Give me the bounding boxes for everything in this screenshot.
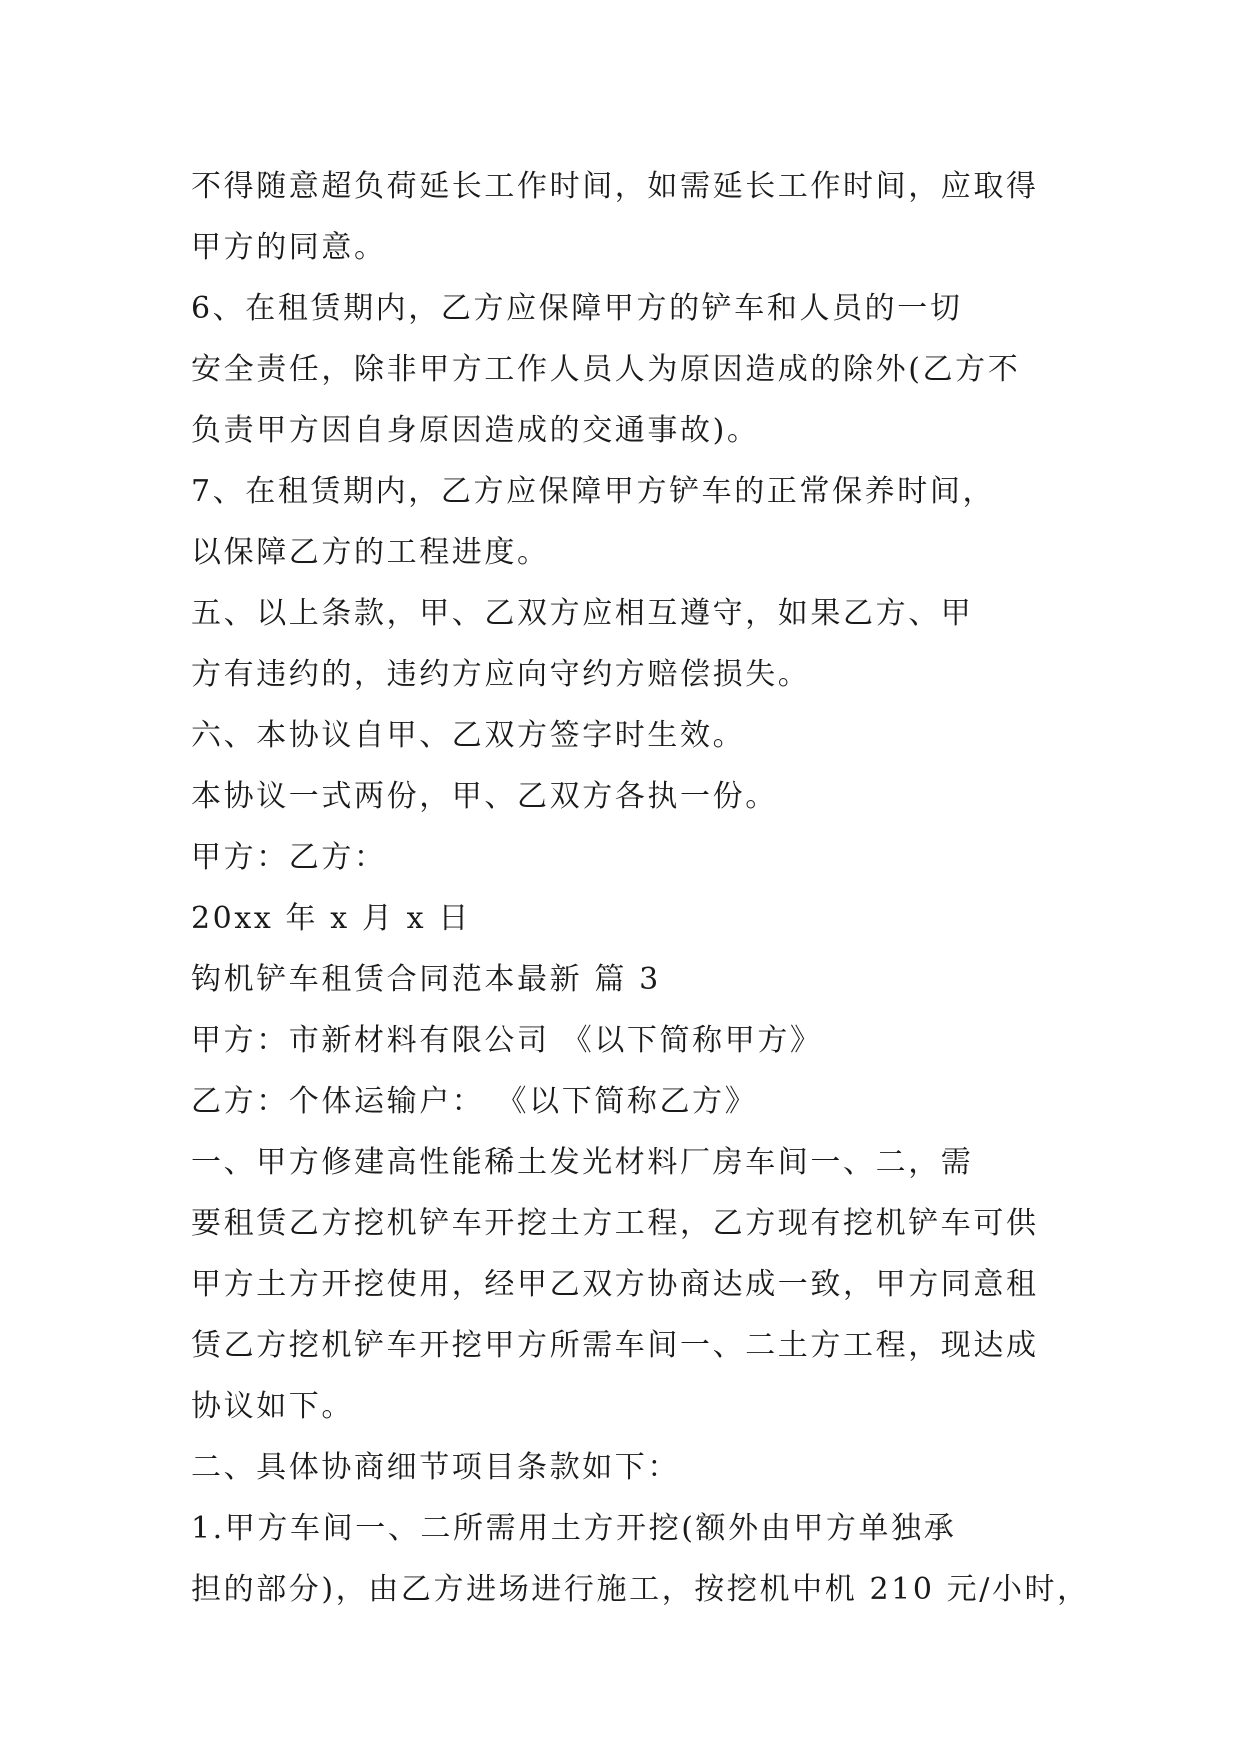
paragraph — [191, 1010, 1051, 1071]
paragraph — [191, 583, 1051, 705]
text-line: 负责甲方因自身原因造成的交通事故)。 — [191, 413, 760, 448]
paragraph — [191, 156, 1051, 278]
paragraph — [191, 461, 1051, 583]
text-line: 担的部分)，由乙方进场进行施工，按挖机中机 210 元/小时， — [191, 1572, 1090, 1607]
text-line: 协议如下。 — [191, 1389, 354, 1424]
text-line: 甲方：乙方： — [191, 840, 387, 875]
text-line: 赁乙方挖机铲车开挖甲方所需车间一、二土方工程，现达成 — [191, 1328, 1039, 1363]
text-line: 甲方土方开挖使用，经甲乙双方协商达成一致，甲方同意租 — [191, 1267, 1039, 1302]
text-line: 要租赁乙方挖机铲车开挖土方工程，乙方现有挖机铲车可供 — [191, 1206, 1039, 1241]
paragraph — [191, 705, 1051, 766]
text-line: 方有违约的，违约方应向守约方赔偿损失。 — [191, 657, 811, 692]
text-line: 六、本协议自甲、乙双方签字时生效。 — [191, 718, 746, 753]
paragraph — [191, 888, 1051, 949]
text-line: 钩机铲车租赁合同范本最新 篇 3 — [191, 962, 661, 997]
text-line: 五、以上条款，甲、乙双方应相互遵守，如果乙方、甲 — [191, 596, 974, 631]
text-line: 安全责任，除非甲方工作人员人为原因造成的除外(乙方不 — [191, 352, 1021, 387]
paragraph — [191, 1498, 1090, 1620]
paragraph — [191, 766, 1051, 827]
text-line: 乙方：个体运输户： 《以下简称乙方》 — [191, 1084, 758, 1119]
text-line: 本协议一式两份，甲、乙双方各执一份。 — [191, 779, 778, 814]
text-line: 二、具体协商细节项目条款如下： — [191, 1450, 680, 1485]
paragraph — [191, 278, 1051, 461]
text-line: 1.甲方车间一、二所需用土方开挖(额外由甲方单独承 — [191, 1511, 957, 1546]
text-line: 甲方：市新材料有限公司 《以下简称甲方》 — [191, 1023, 823, 1058]
text-line: 一、甲方修建高性能稀土发光材料厂房车间一、二，需 — [191, 1145, 974, 1180]
paragraph — [191, 1132, 1051, 1437]
paragraph — [191, 949, 1051, 1010]
paragraph — [191, 1071, 1051, 1132]
text-line: 甲方的同意。 — [191, 230, 387, 265]
paragraph — [191, 827, 1051, 888]
text-line: 20xx 年 x 月 x 日 — [191, 901, 471, 936]
text-line: 7、在租赁期内，乙方应保障甲方铲车的正常保养时间， — [191, 474, 996, 509]
paragraph — [191, 1437, 1051, 1498]
text-line: 以保障乙方的工程进度。 — [191, 535, 550, 570]
text-line: 6、在租赁期内，乙方应保障甲方的铲车和人员的一切 — [191, 291, 963, 326]
document-body — [191, 156, 1090, 1620]
text-line: 不得随意超负荷延长工作时间，如需延长工作时间，应取得 — [191, 169, 1039, 204]
